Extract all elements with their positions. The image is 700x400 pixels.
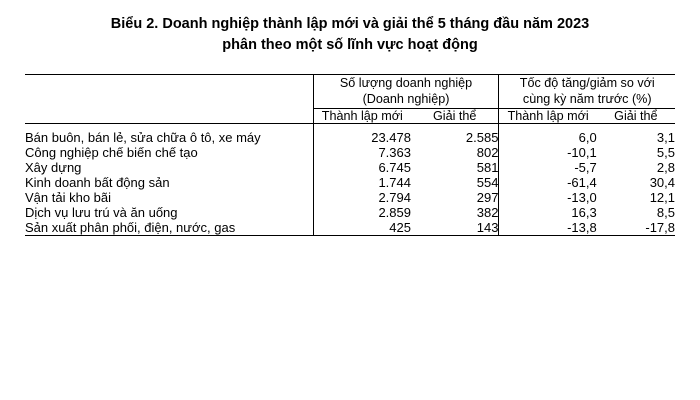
row-dissolved-count: 2.585 [465, 129, 499, 145]
row-dissolved-growth: -17,8 [597, 220, 675, 236]
row-dissolved-growth: 2,8 [656, 159, 675, 175]
header-group-quantity-line1: Số lượng doanh nghiệp [339, 76, 473, 91]
table-header-sub-row [25, 108, 675, 123]
row-new-count: 425 [313, 220, 411, 236]
header-empty-corner-2 [25, 108, 313, 123]
table-row [25, 205, 675, 220]
table-body [25, 123, 675, 235]
header-group-quantity-line2: (Doanh nghiệp) [362, 92, 450, 107]
row-dissolved-count: 581 [476, 159, 499, 175]
table-row [25, 160, 675, 175]
row-new-growth: -13,0 [499, 190, 597, 205]
row-new-count: 2.859 [313, 205, 411, 220]
header-group-growth-line2: cùng kỳ năm trước (%) [522, 92, 652, 107]
table-row [25, 130, 675, 145]
row-dissolved-count: 143 [411, 220, 499, 236]
statistics-table [25, 74, 675, 236]
row-new-count: 7.363 [313, 145, 411, 160]
table-row [25, 175, 675, 190]
row-new-growth: -10,1 [499, 145, 597, 160]
row-dissolved-growth: 8,5 [656, 204, 675, 220]
row-new-growth: 6,0 [499, 130, 597, 145]
header-group-growth-line1: Tốc độ tăng/giảm so với [519, 76, 655, 91]
row-label: Bán buôn, bán lẻ, sửa chữa ô tô, xe máy [25, 129, 261, 145]
row-new-growth: 16,3 [499, 205, 597, 220]
row-dissolved-growth: 12,1 [649, 189, 675, 205]
header-group-growth [499, 75, 675, 109]
row-new-count: 2.794 [313, 190, 411, 205]
row-new-count: 23.478 [313, 130, 411, 145]
row-dissolved-count: 554 [476, 174, 499, 190]
table-row [25, 145, 675, 160]
row-new-growth: -5,7 [499, 160, 597, 175]
row-label: Công nghiệp chế biến chế tạo [25, 144, 198, 160]
table-header-group-row [25, 75, 675, 109]
header-new-count: Thành lập mới [313, 108, 411, 123]
title-line-2: phân theo một số lĩnh vực hoạt động [222, 37, 478, 54]
row-dissolved-count: 297 [476, 189, 499, 205]
row-label: Vận tải kho bãi [25, 189, 112, 205]
row-label: Kinh doanh bất động sản [25, 174, 170, 190]
page-title [30, 14, 670, 56]
header-group-quantity [313, 75, 499, 109]
header-dissolved-count: Giải thể [411, 108, 499, 123]
row-dissolved-growth: 5,5 [656, 144, 675, 160]
table-header [25, 75, 675, 124]
row-new-count: 6.745 [313, 160, 411, 175]
header-new-growth: Thành lập mới [499, 108, 597, 123]
row-label: Xây dựng [25, 159, 82, 175]
row-label: Dịch vụ lưu trú và ăn uống [25, 204, 178, 220]
row-new-growth: -13,8 [499, 220, 597, 236]
title-line-1: Biểu 2. Doanh nghiệp thành lập mới và giải thể 5 tháng đầu năm 2023 [110, 16, 590, 32]
row-dissolved-count: 382 [476, 204, 499, 220]
row-new-growth: -61,4 [499, 175, 597, 190]
row-dissolved-growth: 30,4 [649, 174, 675, 190]
table-row [25, 220, 675, 236]
header-dissolved-growth: Giải thể [597, 108, 675, 123]
row-new-count: 1.744 [313, 175, 411, 190]
table-row [25, 190, 675, 205]
header-empty-corner [25, 75, 313, 109]
row-dissolved-growth: 3,1 [656, 129, 675, 145]
row-dissolved-count: 802 [476, 144, 499, 160]
row-label: Sản xuất phân phối, điện, nước, gas [25, 220, 313, 236]
